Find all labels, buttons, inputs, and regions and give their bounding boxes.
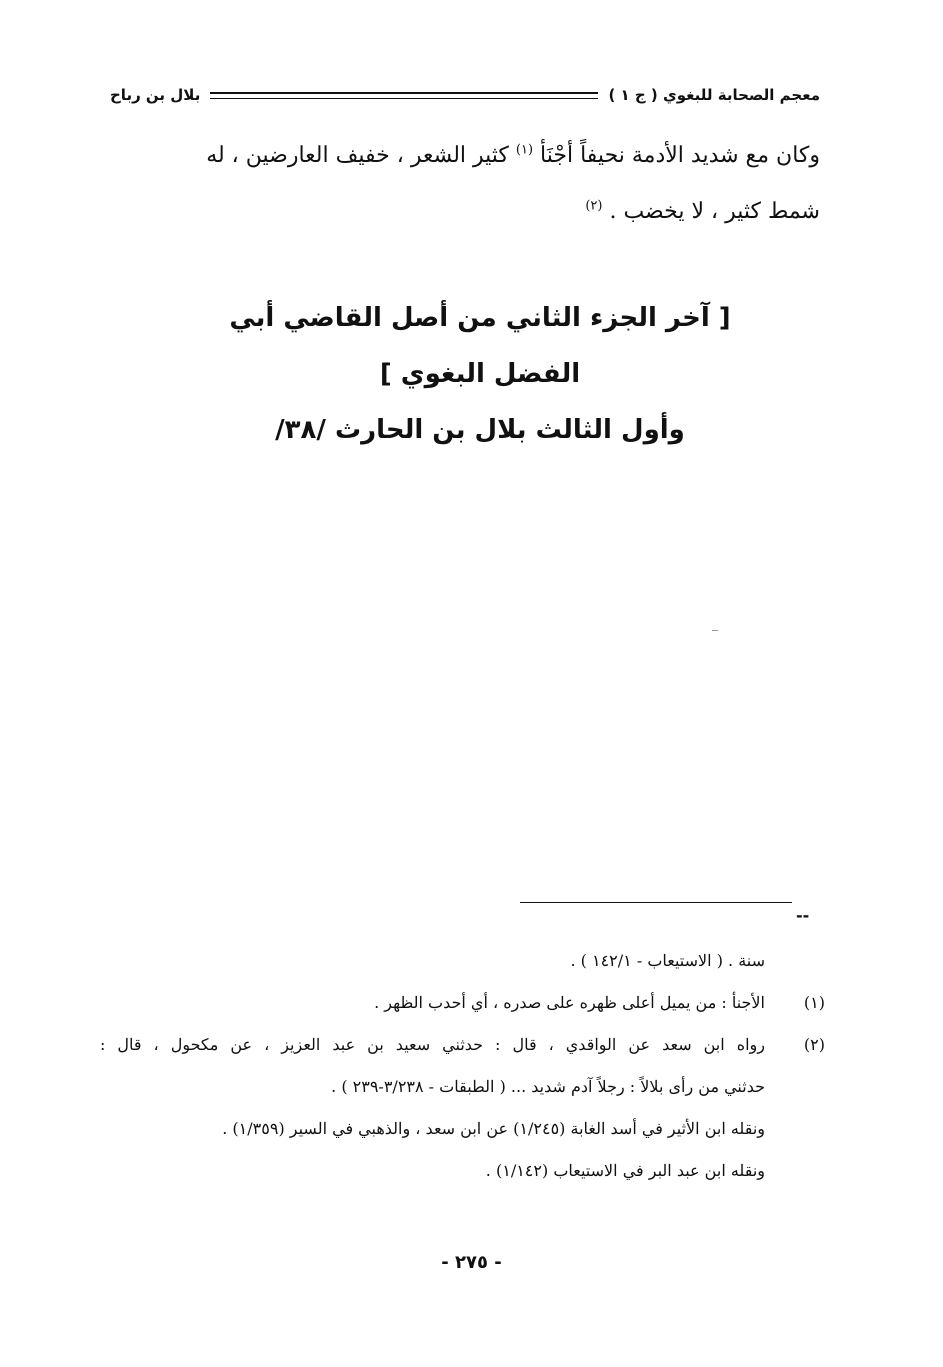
footnotes [100,940,825,1192]
running-header [110,80,820,110]
footnote-ref-2: (٢) [585,198,603,214]
footnote-ref-1: (١) [515,142,534,158]
footnote-number: (٢) [803,1035,825,1054]
section-end-note [220,290,740,458]
footnote-line: ونقله ابن الأثير في أسد الغابة (١/٢٤٥) عن ابن سعد ، والذهبي في السير (١/٣٥٩) . [222,1119,765,1138]
footnote-number: (١) [803,993,825,1012]
body-line [98,128,820,184]
footnote-item [100,1024,825,1192]
body-text-segment: وكان مع شديد الأدمة نحيفاً أجْنَأ [540,143,820,168]
footnote-separator [520,902,792,903]
footnote-line: رواه ابن سعد عن الواقدي ، قال : حدثني سعيد بن عبد العزيز ، عن مكحول ، قال : [100,1035,765,1054]
body-text-segment: كثير الشعر ، خفيف العارضين ، له [206,143,509,168]
footnote-line: حدثني من رأى بلالاً : رجلاً آدم شديد ... ( الطبقات - ٣/٢٣٨-٢٣٩ ) . [331,1077,765,1096]
running-header-book-title: معجم الصحابة للبغوي ( ج ١ ) [608,86,820,104]
scan-mark [712,630,718,631]
footnote-body [100,982,765,1024]
running-header-rule [210,92,598,99]
body-line [98,184,820,240]
footnote-item [100,982,825,1024]
footnote-continuation: سنة . ( الاستيعاب - ١٤٢/١ ) . [570,951,765,970]
body-text-segment: شمط كثير ، لا يخضب . [609,199,820,224]
body-paragraph [98,128,820,240]
section-end-line-1: [ آخر الجزء الثاني من أصل القاضي أبي الفضل البغوي ] [229,303,731,389]
footnote-body [100,1024,765,1192]
section-end-line-2: وأول الثالث بلال بن الحارث /٣٨/ [275,415,685,445]
page-number: - ٢٧٥ - [441,1252,502,1273]
footnote-line: ونقله ابن عبد البر في الاستيعاب (١/١٤٢) . [485,1161,765,1180]
footnote-line: الأجنأ : من يميل أعلى ظهره على صدره ، أي أحدب الظهر . [374,993,765,1012]
running-header-entry-title: بلال بن رباح [110,86,201,104]
footnote-separator-dash: -- [796,906,810,925]
